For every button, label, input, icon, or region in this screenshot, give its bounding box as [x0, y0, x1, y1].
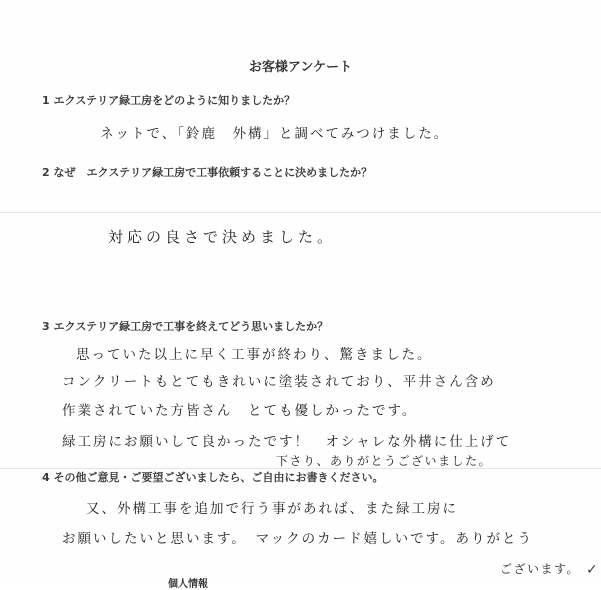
answer-1: ネットで、「鈴鹿 外構」と調べてみつけました。	[100, 126, 450, 142]
fold-line	[0, 212, 601, 213]
answer-4-line: 又、外構工事を追加で行う事があれば、また緑工房に	[86, 501, 458, 517]
answer-3-line: 思っていた以上に早く工事が終わり、驚きました。	[76, 347, 433, 363]
answer-3-line: コンクリートもとてもきれいに塗装されており、平井さん含め	[62, 374, 496, 390]
personal-info-heading: 個人情報	[168, 579, 208, 590]
survey-title: お客様アンケート	[248, 60, 353, 75]
answer-4-line: ございます。	[500, 562, 581, 576]
question-3: 3 エクステリア緑工房で工事を終えてどう思いましたか？	[42, 320, 329, 333]
answer-3-line: 緑工房にお願いして良かったです！ オシャレな外構に仕上げて	[62, 434, 512, 450]
question-1: 1 エクステリア緑工房をどのように知りましたか？	[42, 94, 296, 107]
answer-3-line: 下さり、ありがとうございました。	[276, 454, 493, 468]
answer-2: 対応の良さで決めました。	[108, 228, 337, 246]
answer-3-line: 作業されていた方皆さん とても優しかったです。	[62, 403, 418, 419]
question-4: 4 その他ご意見・ご要望ございましたら、ご自由にお書きください。	[42, 471, 384, 484]
answer-4-line: お願いしたいと思います。 マックのカード嬉しいです。ありがとう	[62, 531, 534, 547]
question-2: 2 なぜ エクステリア緑工房で工事依頼することに決めましたか？	[42, 166, 373, 179]
check-mark: ✓	[586, 562, 598, 578]
